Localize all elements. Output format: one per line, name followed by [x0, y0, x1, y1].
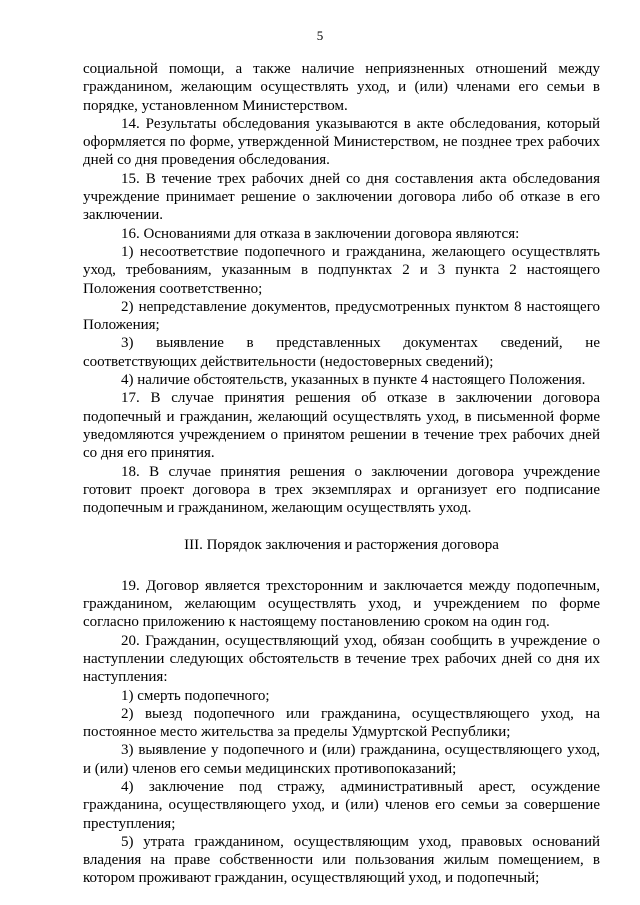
section-heading: III. Порядок заключения и расторжения договора — [184, 537, 499, 554]
paragraph: 14. Результаты обследования указываются в акте обследования, который оформляется по форме, утвержденной Министерством, не позднее трех рабочих дней со дня проведения обследования. — [83, 115, 600, 169]
paragraph: социальной помощи, а также наличие неприязненных отношений между гражданином, желающим осуществлять уход, и (или) членами его семьи в порядке, установленном Министерством. — [83, 61, 600, 114]
paragraph: 5) утрата гражданином, осуществляющим уход, правовых оснований владения на праве собственности или пользования жилым помещением, в котором проживают гражданин, осуществляющий уход, и подопечный; — [83, 833, 600, 887]
paragraph: 18. В случае принятия решения о заключении договора учреждение готовит проект договора в трех экземплярах и организует его подписание подопечным и гражданином, желающим осуществлять уход. — [83, 463, 600, 517]
paragraphs-after — [83, 577, 600, 888]
paragraph: 3) выявление у подопечного и (или) гражданина, осуществляющего уход, и (или) членов его семьи медицинских противопоказаний; — [83, 742, 600, 777]
paragraph: 4) наличие обстоятельств, указанных в пункте 4 настоящего Положения. — [121, 372, 586, 389]
paragraph: 1) несоответствие подопечного и гражданина, желающего осуществлять уход, требованиям, указанным в подпунктах 2 и 3 пункта 2 настоящего Положения соответственно; — [83, 243, 600, 297]
paragraph: 15. В течение трех рабочих дней со дня составления акта обследования учреждение принимает решение о заключении договора либо об отказе в его заключении. — [83, 170, 600, 224]
paragraph: 4) заключение под стражу, административный арест, осуждение гражданина, осуществляющего уход, и (или) членов его семьи за совершение преступления; — [83, 778, 600, 832]
paragraph: 3) выявление в представленных документах сведений, не соответствующих действительности (недостоверных сведений); — [83, 335, 600, 370]
document-body — [83, 60, 600, 888]
paragraph: 17. В случае принятия решения об отказе в заключении договора подопечный и гражданин, желающий осуществлять уход, в письменной форме уведомляются учреждением о принятом решении в течение трех рабочих дней со дня его принятия. — [83, 390, 600, 462]
paragraph: 2) непредставление документов, предусмотренных пунктом 8 настоящего Положения; — [83, 298, 600, 334]
paragraph: 19. Договор является трехсторонним и заключается между подопечным, гражданином, желающим осуществлять уход, и учреждением по форме согласно приложению к настоящему постановлению сроком на один год. — [83, 577, 600, 631]
paragraph: 20. Гражданин, осуществляющий уход, обязан сообщить в учреждение о наступлении следующих обстоятельств в течение трех рабочих дней со дня их наступления: — [83, 632, 600, 686]
paragraph: 1) смерть подопечного; — [121, 687, 270, 704]
page-number: 5 — [316, 28, 324, 43]
paragraph: 2) выезд подопечного или гражданина, осуществляющего уход, на постоянное место жительства за пределы Удмуртской Республики; — [83, 705, 600, 741]
paragraph: 16. Основаниями для отказа в заключении договора являются: — [121, 225, 520, 242]
paragraphs-before — [83, 60, 600, 517]
